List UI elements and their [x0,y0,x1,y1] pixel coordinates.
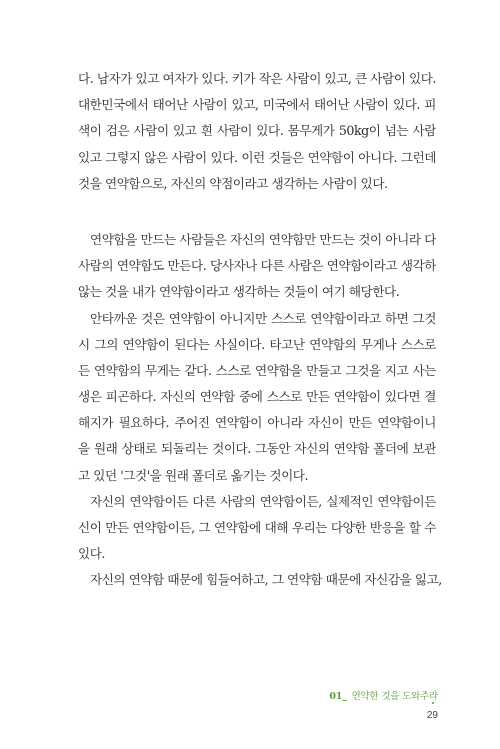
text-line: 자신의 연약함 때문에 힘들어하고, 그 연약함 때문에 자신감을 잃고, [90,572,442,588]
text-line: 않는 것을 내가 연약함이라고 생각하는 것들이 여기 해당한다. [78,284,400,300]
text-line: 것을 연약함으로, 자신의 약점이라고 생각하는 사람이 있다. [78,175,388,191]
text-line: 생은 피곤하다. 자신의 연약함 중에 스스로 만든 연약함이 있다면 결 [78,389,436,405]
text-line: 대한민국에서 태어난 사람이 있고, 미국에서 태어난 사람이 있다. 피 [78,97,436,113]
paragraph [78,227,436,306]
paragraph [78,567,442,593]
text-line: 있다. [78,546,105,562]
section-gap [78,197,436,227]
text-line: 해지가 필요하다. 주어진 연약함이 아니라 자신이 만든 연약함이니 [78,415,436,431]
running-footer [329,688,438,702]
footer-dot [432,702,434,704]
text-line: 시 그의 연약함이 된다는 사실이다. 타고난 연약함의 무게나 스스로 [78,336,436,352]
text-line: 연약함을 만드는 사람들은 자신의 연약함만 만드는 것이 아니라 다 [90,231,436,247]
text-line: 을 원래 상태로 되돌리는 것이다. 그동안 자신의 연약함 폴더에 보관 [78,441,436,457]
text-line: 고 있던 '그것'을 원래 폴더로 옮기는 것이다. [78,467,309,483]
paragraph [78,306,436,489]
text-line: 있고 그렇지 않은 사람이 있다. 이런 것들은 연약함이 아니다. 그런데 [78,149,436,165]
page-number: 29 [426,710,438,721]
text-line: 다. 남자가 있고 여자가 있다. 키가 작은 사람이 있고, 큰 사람이 있다. [78,71,436,86]
paragraph [78,66,436,197]
body-text [78,66,442,594]
text-line: 사람의 연약함도 만든다. 당사자나 다른 사람은 연약함이라고 생각하 [78,258,436,274]
text-line: 신이 만든 연약함이든, 그 연약함에 대해 우리는 다양한 반응을 할 수 [78,520,436,535]
text-line: 든 연약함의 무게는 같다. 스스로 연약함을 만들고 그것을 지고 사는 [78,362,436,378]
paragraph [78,489,436,568]
text-line: 자신의 연약함이든 다른 사람의 연약함이든, 실제적인 연약함이든 [90,493,436,509]
chapter-title: 연약한 것을 도와주라 [351,691,438,702]
text-line: 색이 검은 사람이 있고 흰 사람이 있다. 몸무게가 50kg이 넘는 사람 [78,123,436,139]
chapter-number: 01_ [329,691,347,702]
text-line: 안타까운 것은 연약함이 아니지만 스스로 연약함이라고 하면 그것 [90,310,436,326]
